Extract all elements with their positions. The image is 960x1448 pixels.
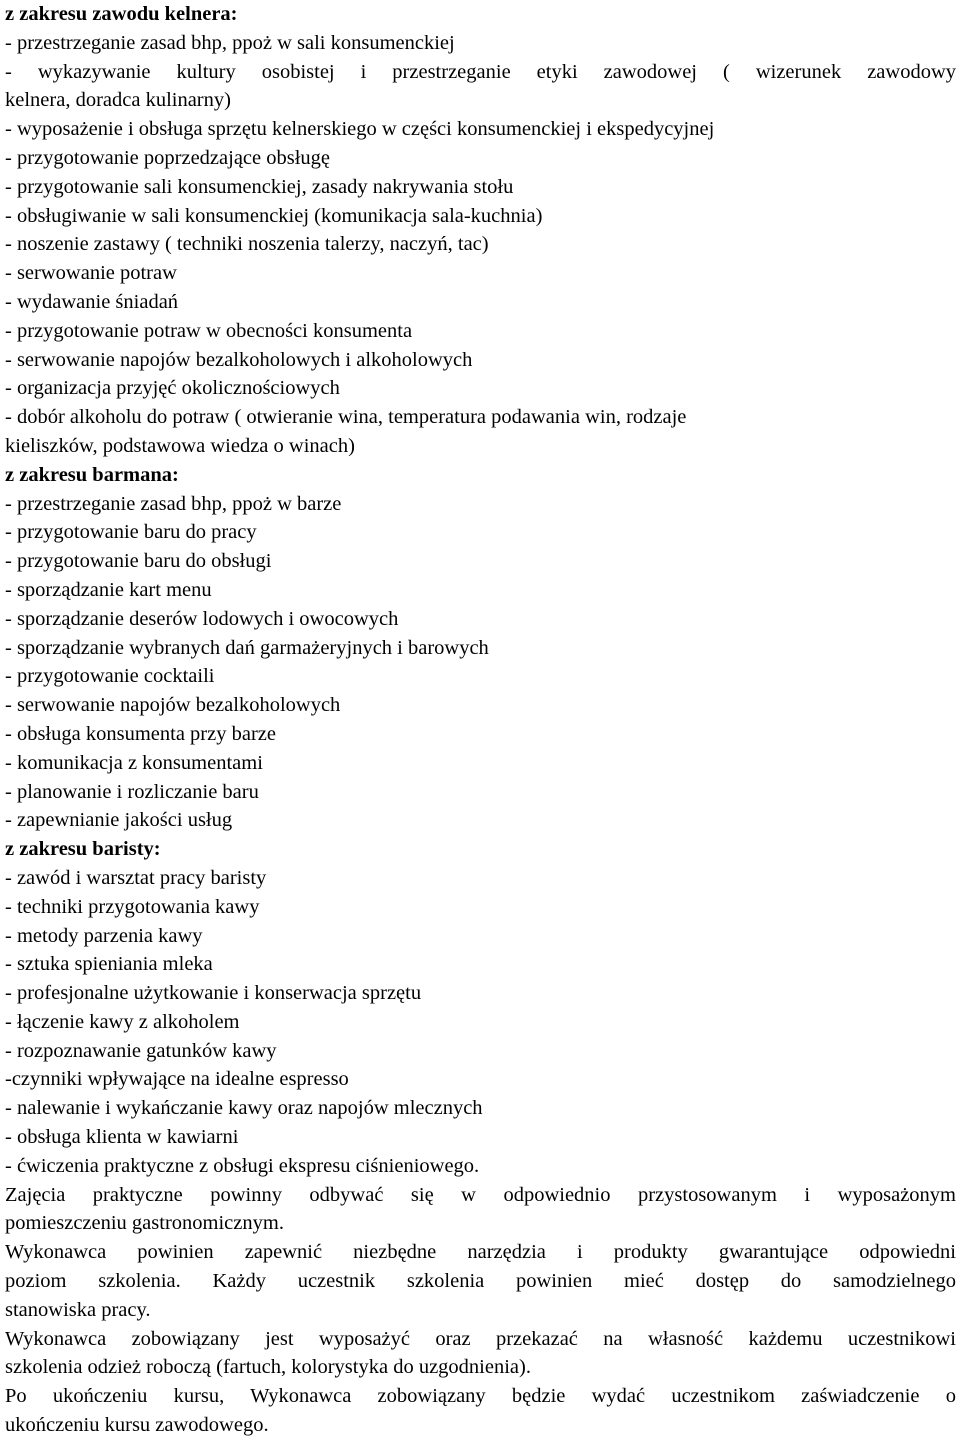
list-item: - dobór alkoholu do potraw ( otwieranie wina, temperatura podawania win, rodzaje <box>5 406 687 429</box>
list-item: - zawód i warsztat pracy baristy <box>5 866 267 889</box>
section-heading-barman: z zakresu barmana: <box>5 463 179 486</box>
list-item: - wyposażenie i obsługa sprzętu kelnerskiego w części konsumenckiej i ekspedycyjnej <box>5 118 715 141</box>
list-item: - sporządzanie kart menu <box>5 578 212 601</box>
list-item: - sztuka spieniania mleka <box>5 953 213 976</box>
paragraph-line: Wykonawca zobowiązany jest wyposażyć oraz przekazać na własność każdemu uczestnikowi <box>5 1327 956 1350</box>
list-item: - obsługiwanie w sali konsumenckiej (komunikacja sala-kuchnia) <box>5 204 543 227</box>
list-item: - serwowanie potraw <box>5 262 177 285</box>
list-item: - techniki przygotowania kawy <box>5 895 260 918</box>
list-item: - obsługa konsumenta przy barze <box>5 722 276 745</box>
section-heading-kelner: z zakresu zawodu kelnera: <box>5 3 238 25</box>
paragraph-line: Wykonawca powinien zapewnić niezbędne narzędzia i produkty gwarantujące odpowiedni <box>5 1241 956 1264</box>
paragraph-line: stanowiska pracy. <box>5 1298 151 1321</box>
list-item: - sporządzanie deserów lodowych i owocowych <box>5 607 399 630</box>
list-item: - serwowanie napojów bezalkoholowych i alkoholowych <box>5 348 473 371</box>
paragraph-line: poziom szkolenia. Każdy uczestnik szkolenia powinien mieć dostęp do samodzielnego <box>5 1270 956 1293</box>
paragraph-tools <box>5 1238 956 1324</box>
list-item: - przygotowanie sali konsumenckiej, zasady nakrywania stołu <box>5 175 514 198</box>
list-item-continuation: kieliszków, podstawowa wiedza o winach) <box>5 434 355 457</box>
section-barman <box>5 461 956 835</box>
list-item: - nalewanie i wykańczanie kawy oraz napojów mlecznych <box>5 1097 483 1120</box>
section-kelner <box>5 0 956 461</box>
list-item: - przygotowanie cocktaili <box>5 665 215 688</box>
list-item: - serwowanie napojów bezalkoholowych <box>5 694 341 717</box>
list-item: - przestrzeganie zasad bhp, ppoż w barze <box>5 492 342 515</box>
paragraph-line: Po ukończeniu kursu, Wykonawca zobowiązany będzie wydać uczestnikom zaświadczenie o <box>5 1385 956 1408</box>
paragraph-clothing <box>5 1325 956 1383</box>
list-item: - łączenie kawy z alkoholem <box>5 1010 240 1033</box>
list-item: - ćwiczenia praktyczne z obsługi ekspresu ciśnieniowego. <box>5 1154 480 1177</box>
paragraph-line: pomieszczeniu gastronomicznym. <box>5 1212 284 1235</box>
section-barista <box>5 835 956 1181</box>
list-item: - przygotowanie baru do pracy <box>5 521 257 544</box>
list-item: - wydawanie śniadań <box>5 290 179 313</box>
list-item: - przestrzeganie zasad bhp, ppoż w sali konsumenckiej <box>5 31 455 54</box>
list-item: - noszenie zastawy ( techniki noszenia talerzy, naczyń, tac) <box>5 233 489 256</box>
list-item: - zapewnianie jakości usług <box>5 809 233 832</box>
list-item: - rozpoznawanie gatunków kawy <box>5 1039 277 1062</box>
paragraph-certificate <box>5 1382 956 1440</box>
paragraph-line: ukończeniu kursu zawodowego. <box>5 1414 269 1437</box>
list-item-continuation: kelnera, doradca kulinarny) <box>5 89 231 112</box>
list-item: - metody parzenia kawy <box>5 924 203 947</box>
list-item: - obsługa klienta w kawiarni <box>5 1126 239 1149</box>
list-item: - profesjonalne użytkowanie i konserwacja sprzętu <box>5 982 422 1005</box>
paragraph-line: szkolenia odzież roboczą (fartuch, kolorystyka do uzgodnienia). <box>5 1356 531 1379</box>
list-item: - przygotowanie poprzedzające obsługę <box>5 146 331 169</box>
paragraph-line: Zajęcia praktyczne powinny odbywać się w odpowiednio przystosowanym i wyposażonym <box>5 1183 956 1206</box>
list-item: - przygotowanie baru do obsługi <box>5 550 272 573</box>
list-item: - sporządzanie wybranych dań garmażeryjnych i barowych <box>5 636 489 659</box>
list-item: - organizacja przyjęć okolicznościowych <box>5 377 340 400</box>
list-item: - planowanie i rozliczanie baru <box>5 780 259 803</box>
paragraph-facilities <box>5 1181 956 1239</box>
list-item: - komunikacja z konsumentami <box>5 751 263 774</box>
list-item: - wykazywanie kultury osobistej i przestrzeganie etyki zawodowej ( wizerunek zawodowy <box>5 60 956 83</box>
list-item: - przygotowanie potraw w obecności konsumenta <box>5 319 413 342</box>
section-heading-barista: z zakresu baristy: <box>5 838 161 861</box>
list-item: -czynniki wpływające na idealne espresso <box>5 1068 349 1091</box>
